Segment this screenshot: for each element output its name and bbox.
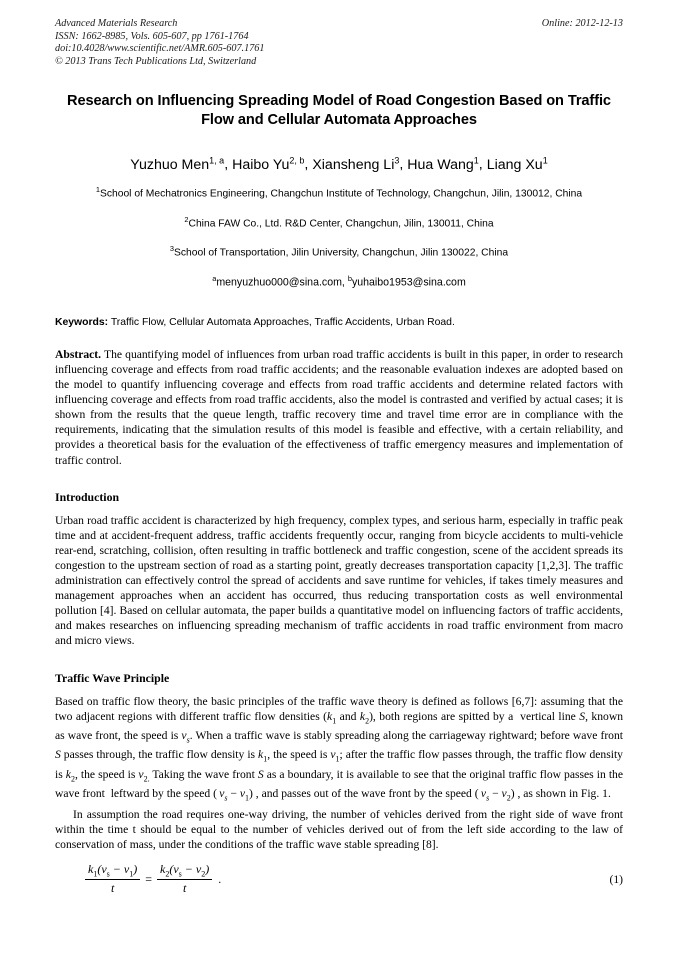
affiliation-marker: 2 [184, 214, 189, 224]
affiliation-text: China FAW Co., Ltd. R&D Center, Changchun, Jilin, 130011, China [188, 217, 494, 229]
online-date: Online: 2012-12-13 [541, 18, 623, 29]
equation-expression [83, 862, 221, 896]
issn-line: ISSN: 1662-8985, Vols. 605-607, pp 1761-1764 [55, 30, 249, 42]
abstract-text: The quantifying model of influences from urban road traffic accidents is built in this paper, in order to research influencing coverage and effects from road traffic accidents; and the reasonable evaluation indexes are adopted based on the model to quantify influencing coverage and effects from road traffic accidents and determine related factors with influencing coverage and effects from road traffic accidents, also the model is contrasted and verified by actual cases; it is shown from the results that the queue length, traffic recovery time and travel time error are in compliance with the requirements, indicating that the simulation results of this model is feasible and effective, with a certain reliability, and provides a theoretical basis for the evaluation of the effectiveness of traffic emergency measures and implementation of traffic control. [55, 347, 623, 467]
equation-period: . [218, 871, 222, 886]
affiliation-text: School of Mechatronics Engineering, Changchun Institute of Technology, Changchun, Jilin, 130012, China [99, 188, 583, 200]
copyright-line: © 2013 Trans Tech Publications Ltd, Switzerland [55, 55, 257, 67]
fraction-left-numerator: $k_1(v_s - v_1)$ [88, 861, 138, 879]
affiliation-marker: 1 [95, 185, 100, 195]
fraction-right-numerator: $k_2(v_s - v_2)$ [160, 861, 210, 879]
keywords-line [55, 315, 623, 330]
abstract-label: Abstract. [55, 347, 102, 361]
fraction-left [85, 862, 140, 896]
equals-sign: = [145, 871, 152, 886]
equation-number: (1) [609, 872, 623, 886]
author-affil-marker: 1, a [209, 155, 225, 166]
journal-name: Advanced Materials Research [55, 18, 178, 29]
affiliation-2 [55, 212, 623, 231]
author-name: Liang Xu [486, 157, 543, 174]
page-title: Research on Influencing Spreading Model of Road Congestion Based on Traffic Flow and Cellular Automata Approaches [67, 93, 611, 129]
author-name: Haibo Yu [232, 157, 290, 174]
doi-line: doi:10.4028/www.scientific.net/AMR.605-607.1761 [55, 43, 265, 55]
author-name: Yuzhuo Men [130, 157, 210, 174]
author-entry [487, 157, 548, 173]
fraction-right-denominator: t [182, 881, 187, 896]
author-name: Xiansheng Li [312, 157, 395, 174]
affiliation-marker: 3 [169, 243, 175, 253]
email-address[interactable]: yuhaibo1953@sina.com [351, 276, 466, 289]
section-paragraph-traffic-wave-1: Based on traffic flow theory, the basic principles of the traffic wave theory is defined as follows [6,7]: assuming that the two adjacent regions with different traffic flow densities ($k_1$ and $k_2$), both regions are spitted by a vertical line S, known as wave front, the speed is $v_s$. When a traffic wave is stably spreading along the carriageway rightward; before wave front S passes through, the traffic flow density is $k_1$, the speed is $v_1$; after the traffic flow passes through, the traffic flow density is $k_2$, the speed is $v_{2.}$ Taking the wave front S as a boundary, it is available to see that the original traffic flow passes in the wave front leftward by the speed ( $v_s - v_1$) , and passes out of the wave front by the speed ( $v_s - v_2$) , as shown in Fig. 1. [55, 694, 623, 803]
author-entry [130, 157, 224, 173]
section-heading-traffic-wave-principle: Traffic Wave Principle [55, 670, 170, 685]
section-paragraph-traffic-wave-2: In assumption the road requires one-way driving, the number of vehicles derived from the right side of wave front within the time t should be equal to the number of vehicles derived out of from the left side according to the law of conservation of mass, under the conditions of the traffic wave stable spreading [8]. [55, 807, 623, 851]
section-paragraph-introduction: Urban road traffic accident is characterized by high frequency, complex types, and serious harm, especially in traffic peak time and at accident-frequent address, traffic accidents frequently occur, ranging from bicycle accidents to multi-vehicle rear-end, scratching, collision, often resulting in traffic bottleneck and traffic congestion, scene of the accident spreads its congestion to the upstream section of road as a starting point, greatly decreases transportation capacity [1,2,3]. The traffic administration can effectively control the spread of accidents and save runtime for vehicles, if takes timely measures and management approaches when an accident has occurred, thus reducing transportation costs as well environmental pollution [4]. Based on cellular automata, the paper builds a quantitative model on influencing factors of traffic accidents, and makes researches on influencing spreading mechanism of traffic accidents in road traffic environment from macro and micro views. [55, 513, 623, 648]
email-address[interactable]: menyuzhuo000@sina.com, [216, 276, 345, 289]
author-entry [312, 157, 399, 173]
section-heading-introduction: Introduction [55, 489, 120, 504]
email-marker: b [347, 274, 352, 284]
affiliation-1 [55, 182, 623, 201]
author-list: Yuzhuo Men$^{1, a}$, Haibo Yu$^{2, b}$, Xiansheng Li$^3$, Hua Wang$^1$, Liang Xu$^1$ [130, 155, 548, 174]
masthead [55, 0, 623, 68]
author-affil-marker: 2, b [289, 155, 305, 166]
fraction-right [157, 862, 212, 896]
email-marker: a [212, 274, 217, 284]
author-affil-marker: 3 [394, 155, 400, 166]
affiliation-text: School of Transportation, Jilin University, Changchun, Jilin 130022, China [174, 247, 509, 259]
keywords-text: Traffic Flow, Cellular Automata Approaches, Traffic Accidents, Urban Road. [110, 316, 455, 328]
abstract-block [55, 347, 623, 468]
fraction-left-denominator: t [110, 881, 115, 896]
author-affil-marker: 1 [542, 155, 548, 166]
author-affil-marker: 1 [473, 155, 479, 166]
author-emails [55, 271, 623, 291]
author-entry [232, 157, 304, 173]
equation-row [55, 862, 623, 902]
keywords-label: Keywords: [55, 316, 109, 328]
affiliation-3 [55, 241, 623, 260]
author-entry [407, 157, 479, 173]
author-name: Hua Wang [407, 157, 474, 174]
